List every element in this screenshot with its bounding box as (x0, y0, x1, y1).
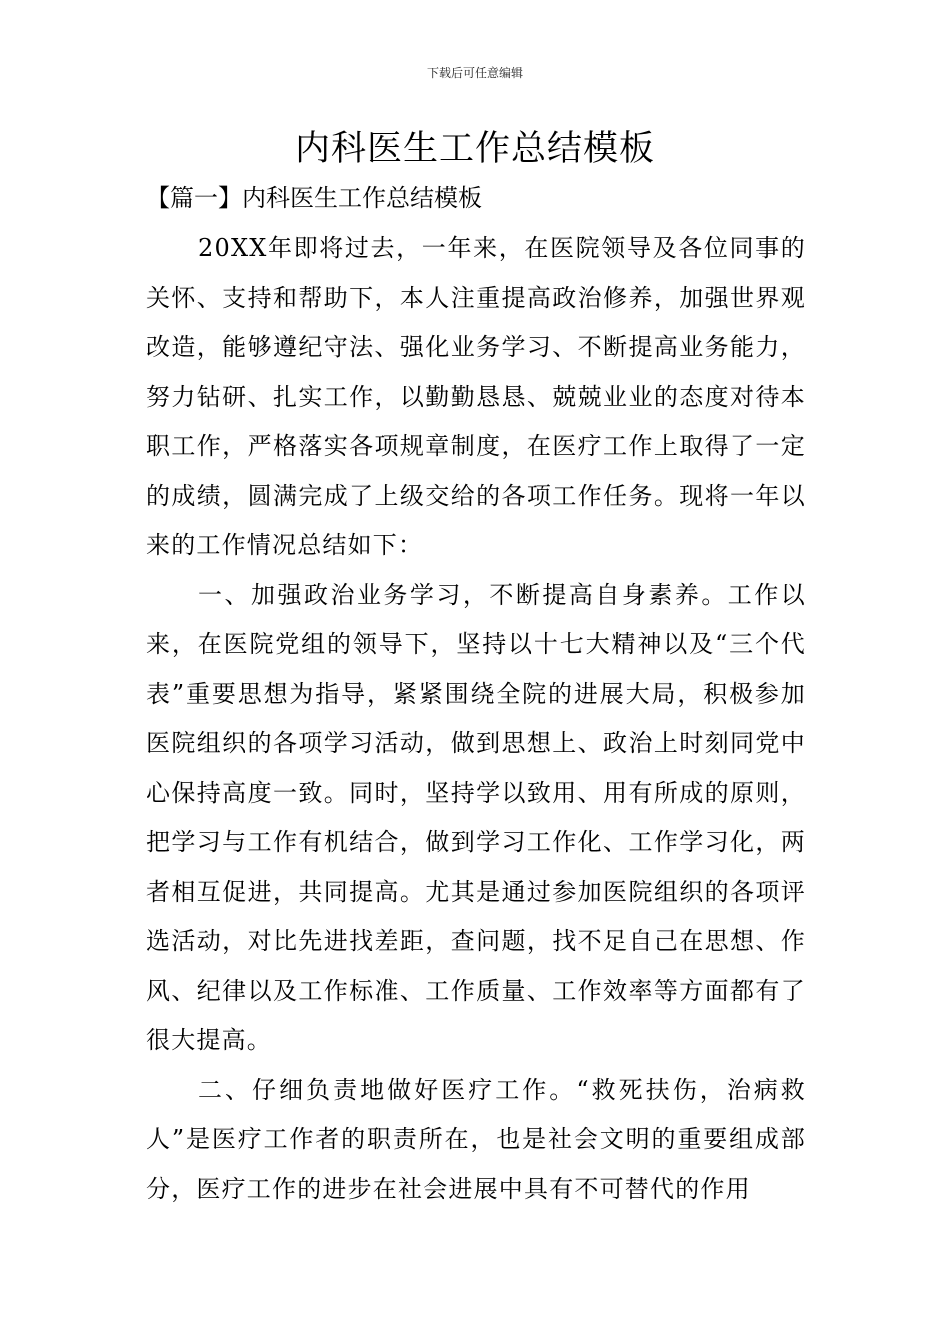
paragraph-intro: 20XX年即将过去，一年来，在医院领导及各位同事的关怀、支持和帮助下，本人注重提高政治修养，加强世界观改造，能够遵纪守法、强化业务学习、不断提高业务能力，努力钻研、扎实工作，以勤勤恳恳、兢兢业业的态度对待本职工作，严格落实各项规章制度，在医疗工作上取得了一定的成绩，圆满完成了上级交给的各项工作任务。现将一年以来的工作情况总结如下： (146, 234, 806, 559)
document-title: 内科医生工作总结模板 (294, 129, 655, 169)
header-note: 下载后可任意编辑 (426, 66, 523, 80)
paragraph-section-two: 二、仔细负责地做好医疗工作。“救死扶伤，治病救人”是医疗工作者的职责所在，也是社会文明的重要组成部分，医疗工作的进步在社会进展中具有不可替代的作用 (146, 1075, 806, 1203)
body-text (146, 224, 806, 1214)
paragraph-section-one: 一、加强政治业务学习，不断提高自身素养。工作以来，在医院党组的领导下，坚持以十七大精神以及“三个代表”重要思想为指导，紧紧围绕全院的进展大局，积极参加医院组织的各项学习活动，做到思想上、政治上时刻同党中心保持高度一致。同时，坚持学以致用、用有所成的原则，把学习与工作有机结合，做到学习工作化、工作学习化，两者相互促进，共同提高。尤其是通过参加医院组织的各项评选活动，对比先进找差距，查问题，找不足自己在思想、作风、纪律以及工作标准、工作质量、工作效率等方面都有了很大提高。 (146, 580, 806, 1054)
section-heading: 【篇一】内科医生工作总结模板 (146, 184, 482, 212)
